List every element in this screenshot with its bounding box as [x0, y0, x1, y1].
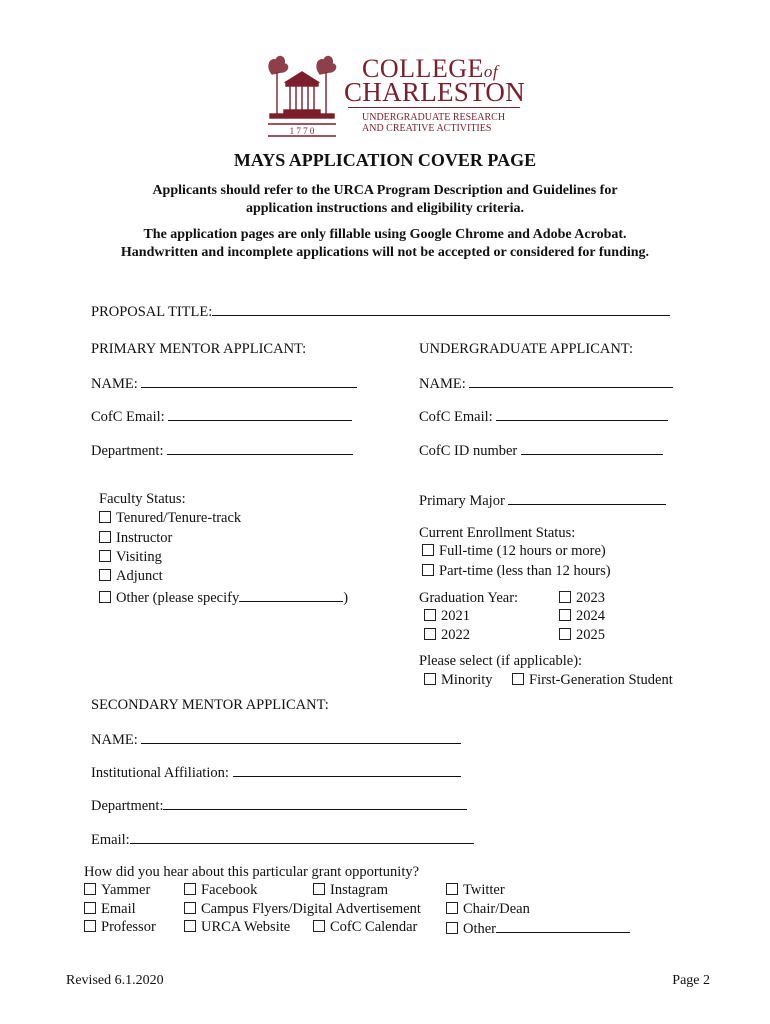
primary-mentor-email-row — [91, 407, 352, 426]
page-number: Page 2 — [672, 973, 710, 988]
checkbox[interactable] — [84, 902, 96, 914]
referral-option-campus-flyers[interactable]: Campus Flyers/Digital Advertisement — [184, 901, 421, 918]
checkbox[interactable] — [559, 591, 571, 603]
referral-option-other[interactable]: Other — [446, 919, 630, 938]
enrollment-status-label: Current Enrollment Status: — [419, 525, 576, 541]
referral-option-facebook[interactable]: Facebook — [184, 882, 257, 899]
faculty-status-option[interactable]: Other (please specify ) — [99, 588, 348, 607]
referral-option-email[interactable]: Email — [84, 901, 136, 918]
primary-major-label: Primary Major — [419, 493, 505, 509]
checkbox[interactable] — [99, 511, 111, 523]
enrollment-option[interactable]: Part-time (less than 12 hours) — [422, 563, 611, 580]
checkbox[interactable] — [446, 902, 458, 914]
undergraduate-name-label: NAME: — [419, 376, 466, 392]
undergraduate-email-label: CofC Email: — [419, 409, 493, 425]
primary-mentor-department-field[interactable] — [167, 441, 353, 455]
logo-sub1: UNDERGRADUATE RESEARCH — [362, 112, 506, 123]
checkbox[interactable] — [422, 544, 434, 556]
faculty-status-option[interactable]: Instructor — [99, 530, 172, 547]
checkbox[interactable] — [99, 591, 111, 603]
primary-mentor-name-row — [91, 374, 357, 393]
secondary-mentor-department-row — [91, 796, 467, 815]
referral-option-urca-website[interactable]: URCA Website — [184, 919, 290, 936]
logo-sub2: AND CREATIVE ACTIVITIES — [362, 123, 492, 134]
checkbox[interactable] — [424, 673, 436, 685]
instructions-line1: Applicants should refer to the URCA Program Description and Guidelines for — [152, 183, 618, 198]
secondary-mentor-email-field[interactable] — [130, 830, 474, 844]
undergraduate-id-field[interactable] — [521, 441, 663, 455]
logo-divider — [348, 107, 520, 108]
referral-option-instagram[interactable]: Instagram — [313, 882, 388, 899]
primary-major-row — [419, 491, 666, 510]
please-select-label: Please select (if applicable): — [419, 653, 583, 669]
faculty-status-option[interactable]: Adjunct — [99, 568, 163, 585]
graduation-option[interactable]: 2022 — [424, 627, 470, 644]
secondary-mentor-department-field[interactable] — [163, 796, 467, 810]
minority-option[interactable]: Minority — [424, 672, 493, 689]
secondary-mentor-heading: SECONDARY MENTOR APPLICANT: — [91, 697, 329, 713]
checkbox[interactable] — [99, 550, 111, 562]
secondary-mentor-department-label: Department: — [91, 798, 164, 814]
secondary-mentor-affiliation-field[interactable] — [233, 763, 461, 777]
checkbox[interactable] — [184, 883, 196, 895]
checkbox[interactable] — [313, 883, 325, 895]
faculty-status-option[interactable]: Tenured/Tenure-track — [99, 510, 241, 527]
primary-mentor-email-field[interactable] — [168, 407, 352, 421]
instructions-line3: The application pages are only fillable using Google Chrome and Adobe Acrobat. — [143, 227, 627, 242]
undergraduate-id-row — [419, 441, 663, 460]
college-logo — [262, 52, 524, 138]
checkbox[interactable] — [446, 922, 458, 934]
instructions-line4: Handwritten and incomplete applications will not be accepted or considered for funding. — [120, 245, 650, 260]
undergraduate-id-label: CofC ID number — [419, 443, 518, 459]
referral-option-yammer[interactable]: Yammer — [84, 882, 150, 899]
undergraduate-name-row — [419, 374, 673, 393]
secondary-mentor-affiliation-label: Institutional Affiliation: — [91, 765, 229, 781]
checkbox[interactable] — [422, 564, 434, 576]
primary-mentor-heading: PRIMARY MENTOR APPLICANT: — [91, 341, 307, 357]
referral-option-cofc-calendar[interactable]: CofC Calendar — [313, 919, 417, 936]
checkbox[interactable] — [84, 920, 96, 932]
primary-mentor-name-label: NAME: — [91, 376, 138, 392]
checkbox[interactable] — [512, 673, 524, 685]
undergraduate-heading: UNDERGRADUATE APPLICANT: — [419, 341, 633, 357]
secondary-mentor-affiliation-row — [91, 763, 461, 782]
checkbox[interactable] — [313, 920, 325, 932]
checkbox[interactable] — [424, 609, 436, 621]
undergraduate-email-field[interactable] — [496, 407, 668, 421]
secondary-mentor-name-field[interactable] — [141, 730, 461, 744]
logo-of-text: of — [483, 62, 499, 81]
logo-charleston-text: CHARLESTON — [344, 77, 526, 107]
college-seal-icon — [262, 52, 342, 138]
primary-mentor-department-label: Department: — [91, 443, 164, 459]
instructions-line2: application instructions and eligibility criteria. — [245, 201, 525, 216]
proposal-title-row — [91, 302, 670, 321]
checkbox[interactable] — [184, 920, 196, 932]
secondary-mentor-name-label: NAME: — [91, 732, 138, 748]
proposal-title-label: PROPOSAL TITLE: — [91, 304, 213, 320]
page-title: MAYS APPLICATION COVER PAGE — [233, 150, 537, 170]
enrollment-option[interactable]: Full-time (12 hours or more) — [422, 543, 606, 560]
checkbox[interactable] — [84, 883, 96, 895]
checkbox[interactable] — [184, 902, 196, 914]
referral-other-field[interactable] — [496, 919, 630, 933]
graduation-year-label: Graduation Year: — [419, 590, 519, 606]
graduation-option[interactable]: 2023 — [559, 590, 605, 607]
graduation-option[interactable]: 2021 — [424, 608, 470, 625]
faculty-status-label: Faculty Status: — [99, 491, 186, 507]
revised-date: Revised 6.1.2020 — [66, 973, 164, 988]
checkbox[interactable] — [424, 628, 436, 640]
other-specify-field[interactable] — [239, 588, 343, 602]
checkbox[interactable] — [446, 883, 458, 895]
primary-mentor-name-field[interactable] — [141, 374, 357, 388]
checkbox[interactable] — [99, 569, 111, 581]
referral-option-twitter[interactable]: Twitter — [446, 882, 505, 899]
primary-mentor-department-row — [91, 441, 353, 460]
secondary-mentor-name-row — [91, 730, 461, 749]
faculty-status-option[interactable]: Visiting — [99, 549, 162, 566]
referral-option-chair-dean[interactable]: Chair/Dean — [446, 901, 530, 918]
proposal-title-field[interactable] — [212, 302, 670, 316]
graduation-option[interactable]: 2025 — [559, 627, 605, 644]
primary-mentor-email-label: CofC Email: — [91, 409, 165, 425]
logo-year: 1 7 7 0 — [289, 126, 315, 136]
undergraduate-name-field[interactable] — [469, 374, 673, 388]
referral-question: How did you hear about this particular grant opportunity? — [84, 864, 420, 880]
primary-major-field[interactable] — [508, 491, 666, 505]
graduation-option[interactable]: 2024 — [559, 608, 605, 625]
checkbox[interactable] — [559, 628, 571, 640]
checkbox[interactable] — [99, 531, 111, 543]
secondary-mentor-email-label: Email: — [91, 832, 130, 848]
first-generation-option[interactable]: First-Generation Student — [512, 672, 673, 689]
referral-option-professor[interactable]: Professor — [84, 919, 156, 936]
logo-college-text: COLLEGE — [362, 54, 484, 83]
undergraduate-email-row — [419, 407, 668, 426]
secondary-mentor-email-row — [91, 830, 474, 849]
checkbox[interactable] — [559, 609, 571, 621]
